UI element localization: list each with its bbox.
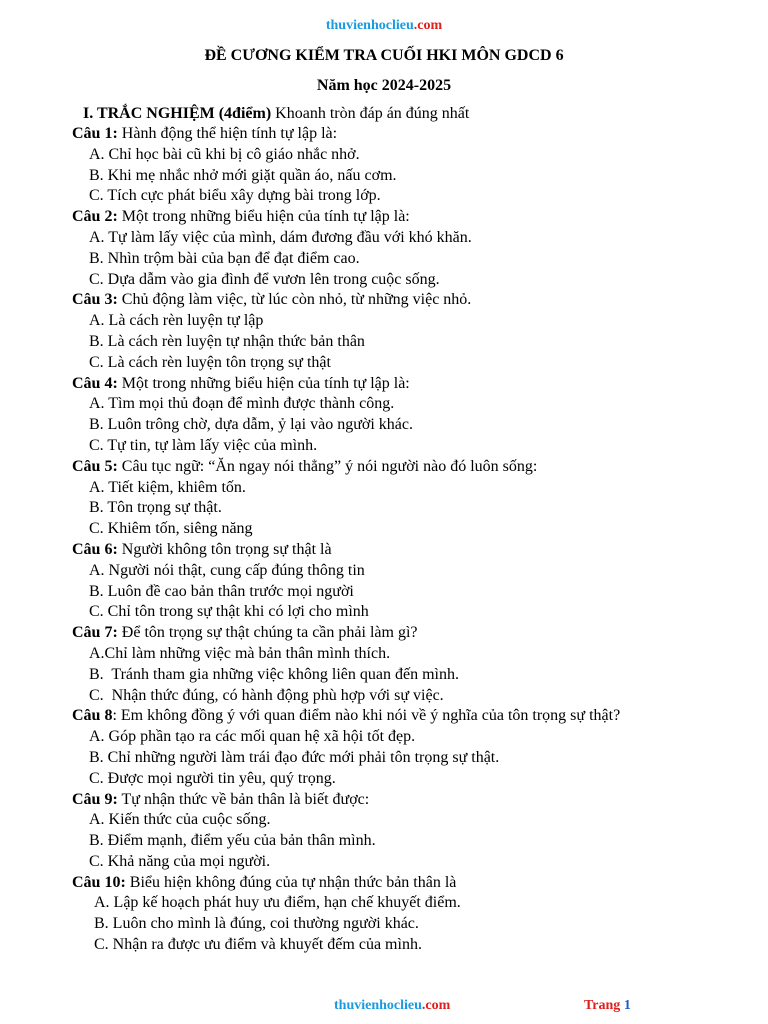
- option-a: A. Chỉ học bài cũ khi bị cô giáo nhắc nhở.: [89, 145, 360, 163]
- question-text: Một trong những biểu hiện của tính tự lập là:: [117, 374, 410, 392]
- question-label: Câu 6:: [72, 540, 118, 558]
- section-heading: [72, 103, 712, 124]
- option-c: C. Tích cực phát biểu xây dựng bài trong lớp.: [89, 187, 381, 205]
- page-number: [584, 998, 631, 1014]
- page-number-value: 1: [623, 998, 631, 1013]
- option-c: C. Được mọi người tin yêu, quý trọng.: [89, 769, 336, 787]
- option-a: A. Tự làm lấy việc của mình, dám đương đầu với khó khăn.: [89, 228, 472, 246]
- option-a: A. Người nói thật, cung cấp đúng thông tin: [89, 561, 365, 579]
- question-text: Câu tục ngữ: “Ăn ngay nói thẳng” ý nói người nào đó luôn sống:: [117, 457, 538, 475]
- question-label: Câu 7:: [72, 624, 118, 642]
- option-a: A. Kiến thức của cuộc sống.: [89, 811, 271, 829]
- option-b: B. Luôn cho mình là đúng, coi thường người khác.: [94, 915, 419, 933]
- option-c: C. Nhận ra được ưu điểm và khuyết đếm của mình.: [94, 936, 422, 954]
- question-6: [72, 540, 712, 561]
- option-b: B. Tôn trọng sự thật.: [89, 499, 222, 517]
- document-title: ĐỀ CƯƠNG KIỂM TRA CUỐI HKI MÔN GDCD 6: [204, 47, 564, 64]
- brand-name: thuvienhoclieu: [325, 18, 414, 33]
- page-label: Trang: [584, 998, 621, 1013]
- option-b: B. Luôn trông chờ, dựa dẫm, ỷ lại vào người khác.: [89, 416, 413, 434]
- option-c: C. Khiêm tốn, siêng năng: [89, 520, 253, 538]
- section-instruction: Khoanh tròn đáp án đúng nhất: [275, 105, 470, 122]
- brand-tld: .com: [421, 998, 451, 1013]
- option-a: A. Tìm mọi thủ đoạn để mình được thành công.: [89, 395, 395, 413]
- question-8: [72, 706, 712, 727]
- brand-tld: .com: [413, 18, 443, 33]
- document-subtitle: Năm học 2024-2025: [316, 77, 452, 94]
- question-7: [72, 623, 712, 644]
- question-label: Câu 5:: [72, 457, 118, 475]
- question-label: Câu 2:: [72, 208, 118, 226]
- brand-name: thuvienhoclieu: [334, 998, 422, 1013]
- option-c: C. Tự tin, tự làm lấy việc của mình.: [89, 436, 318, 454]
- question-text: Tự nhận thức về bản thân là biết được:: [117, 790, 370, 808]
- question-text: Để tôn trọng sự thật chúng ta cần phải làm gì?: [117, 624, 418, 642]
- option-a: A. Lập kế hoạch phát huy ưu điểm, hạn chế khuyết điểm.: [94, 894, 461, 912]
- question-text: Một trong những biểu hiện của tính tự lập là:: [117, 208, 410, 226]
- question-3: [72, 290, 712, 311]
- option-b: B. Là cách rèn luyện tự nhận thức bản thân: [89, 332, 365, 350]
- question-text: Người không tôn trọng sự thật là: [117, 540, 332, 558]
- question-label: Câu 10:: [72, 873, 126, 891]
- question-label: Câu 9:: [72, 790, 118, 808]
- question-9: [72, 790, 712, 811]
- question-label: Câu 1:: [72, 125, 118, 142]
- option-a: A. Tiết kiệm, khiêm tốn.: [89, 478, 246, 496]
- section-title: I. TRẮC NGHIỆM (4điểm): [83, 105, 272, 122]
- option-a: A. Là cách rèn luyện tự lập: [89, 312, 264, 330]
- question-text: Chủ động làm việc, từ lúc còn nhỏ, từ những việc nhỏ.: [117, 291, 472, 309]
- header-site-brand[interactable]: [0, 18, 768, 34]
- option-c: C. Là cách rèn luyện tôn trọng sự thật: [89, 353, 331, 371]
- option-b: B. Luôn đề cao bản thân trước mọi người: [89, 582, 354, 600]
- question-label: Câu 4:: [72, 374, 118, 392]
- question-5: [72, 457, 712, 478]
- question-1: [72, 124, 712, 145]
- option-c: C. Chỉ tôn trong sự thật khi có lợi cho mình: [89, 603, 369, 621]
- option-b: B. Khi mẹ nhắc nhở mới giặt quần áo, nấu cơm.: [89, 166, 397, 184]
- question-text: : Em không đồng ý với quan điểm nào khi nói về ý nghĩa của tôn trọng sự thật?: [112, 707, 621, 725]
- option-b: B. Tránh tham gia những việc không liên quan đến mình.: [89, 665, 459, 683]
- question-2: [72, 207, 712, 228]
- option-b: B. Nhìn trộm bài của bạn để đạt điểm cao.: [89, 249, 360, 267]
- question-text: Hành động thể hiện tính tự lập là:: [117, 125, 338, 142]
- question-label: Câu 8: [72, 707, 113, 725]
- question-text: Biểu hiện không đúng của tự nhận thức bản thân là: [125, 873, 457, 891]
- document-body: [72, 103, 712, 956]
- option-c: C. Dựa dẫm vào gia đình để vươn lên trong cuộc sống.: [89, 270, 440, 288]
- footer-site-brand[interactable]: [334, 998, 450, 1014]
- option-c: C. Khả năng của mọi người.: [89, 852, 271, 870]
- question-label: Câu 3:: [72, 291, 118, 309]
- question-10: [72, 873, 712, 894]
- question-4: [72, 374, 712, 395]
- option-b: B. Điểm mạnh, điểm yếu của bản thân mình.: [89, 832, 376, 850]
- option-b: B. Chỉ những người làm trái đạo đức mới phải tôn trọng sự thật.: [89, 748, 500, 766]
- option-a: A.Chỉ làm những việc mà bản thân mình thích.: [89, 644, 391, 662]
- option-c: C. Nhận thức đúng, có hành động phù hợp với sự việc.: [89, 686, 444, 704]
- option-a: A. Góp phần tạo ra các mối quan hệ xã hội tốt đẹp.: [89, 728, 416, 746]
